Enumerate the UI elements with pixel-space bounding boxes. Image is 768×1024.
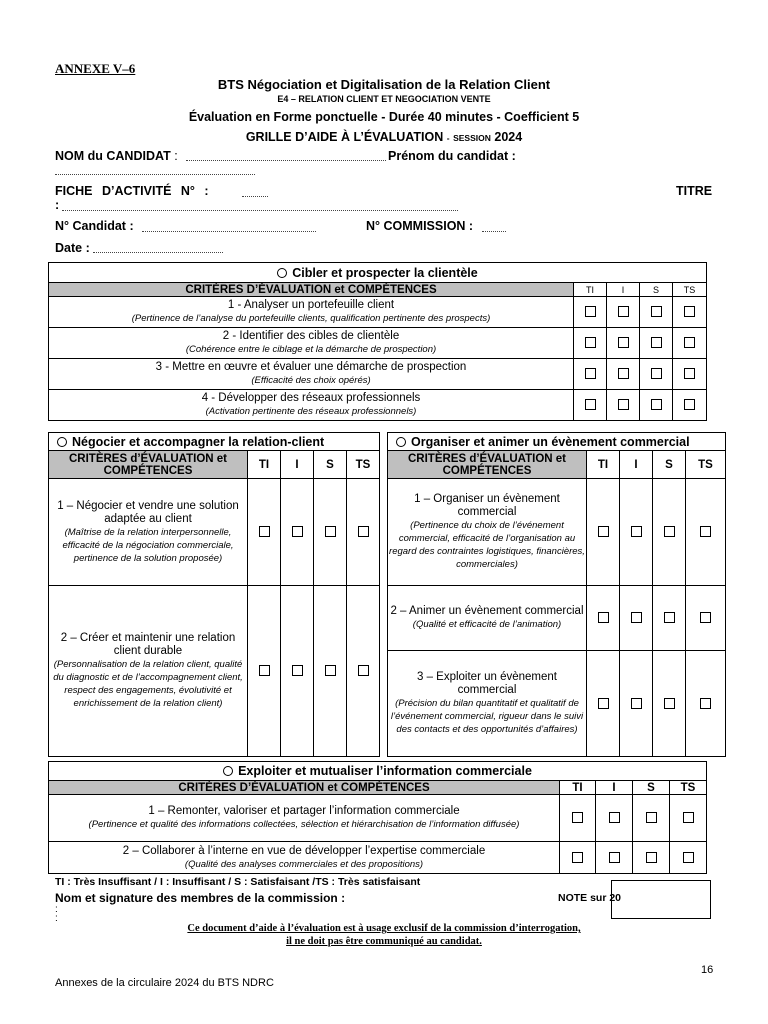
- page-number: 16: [701, 964, 714, 976]
- annex-label: ANNEXE V–6: [55, 61, 136, 76]
- criterion-row: 1 – Négocier et vendre une solution adaptée au client (Maîtrise de la relation interpersonnelle, efficacité de la négociation commerciale, pertinence de la solution proposée): [49, 479, 248, 586]
- checkbox-ts[interactable]: [684, 306, 695, 317]
- checkbox-i[interactable]: [618, 337, 629, 348]
- grade-ti-header: TI: [574, 283, 607, 297]
- checkbox-ts[interactable]: [683, 812, 694, 823]
- grade-ti-header: TI: [587, 451, 620, 479]
- section-cibler-table: [48, 262, 707, 421]
- grid-title: GRILLE D’AIDE À L’ÉVALUATION - SESSION 2024: [245, 130, 523, 144]
- section-exploiter-title: Exploiter et mutualiser l’information commerciale: [49, 762, 707, 781]
- document-subtitle: E4 – RELATION CLIENT ET NEGOCIATION VENTE: [277, 94, 491, 104]
- grade-ts-header: TS: [686, 451, 726, 479]
- checkbox-ti[interactable]: [598, 612, 609, 623]
- checkbox-i[interactable]: [618, 306, 629, 317]
- checkbox-ts[interactable]: [700, 526, 711, 537]
- section-organiser-title: Organiser et animer un évènement commercial: [388, 433, 726, 451]
- grade-ti-header: TI: [248, 451, 281, 479]
- evaluation-line: Évaluation en Forme ponctuelle - Durée 40 minutes - Coefficient 5: [188, 110, 580, 124]
- criterion-row: 2 – Collaborer à l’interne en vue de développer l’expertise commerciale (Qualité des analyses commerciales et des propositions): [49, 842, 560, 874]
- checkbox-ts[interactable]: [358, 526, 369, 537]
- grade-ts-header: TS: [347, 451, 380, 479]
- checkbox-ts[interactable]: [700, 612, 711, 623]
- checkbox-s[interactable]: [664, 698, 675, 709]
- checkbox-i[interactable]: [618, 368, 629, 379]
- nom-candidat-label: NOM du CANDIDAT :: [55, 149, 178, 163]
- section-negocier-title: Négocier et accompagner la relation-client: [49, 433, 380, 451]
- criterion-row: 2 – Créer et maintenir une relation client durable (Personnalisation de la relation client, qualité du diagnostic et de l’accompagnement client, respect des engagements, évolutivité et enrichissement de la relation client): [49, 586, 248, 757]
- checkbox-i[interactable]: [618, 399, 629, 410]
- checkbox-s[interactable]: [325, 526, 336, 537]
- grade-legend: TI : Très Insuffisant / I : Insuffisant / S : Satisfaisant /TS : Très satisfaisant: [55, 876, 421, 888]
- checkbox-s[interactable]: [651, 399, 662, 410]
- checkbox-ts[interactable]: [684, 399, 695, 410]
- document-title: BTS Négociation et Digitalisation de la Relation Client: [217, 77, 551, 92]
- criteria-header: CRITÈRES d’ÉVALUATION et COMPÉTENCES: [388, 451, 587, 479]
- checkbox-ti[interactable]: [585, 306, 596, 317]
- checkbox-ti[interactable]: [572, 812, 583, 823]
- checkbox-i[interactable]: [292, 665, 303, 676]
- section-negocier-organiser-table: [48, 432, 726, 757]
- fiche-activite-label: FICHE D’ACTIVITÉ N° :: [55, 184, 209, 198]
- checkbox-s[interactable]: [651, 306, 662, 317]
- checkbox-ti[interactable]: [585, 368, 596, 379]
- checkbox-ts[interactable]: [684, 368, 695, 379]
- circle-icon: [57, 437, 67, 447]
- checkbox-s[interactable]: [325, 665, 336, 676]
- checkbox-ti[interactable]: [585, 399, 596, 410]
- grade-i-header: I: [607, 283, 640, 297]
- circle-icon: [223, 766, 233, 776]
- numero-commission-label: N° COMMISSION :: [366, 219, 474, 233]
- checkbox-i[interactable]: [631, 526, 642, 537]
- criteria-header: CRITÈRES D’ÉVALUATION et COMPÉTENCES: [49, 283, 574, 297]
- fiche-activite-field[interactable]: [242, 196, 268, 197]
- criterion-row: 1 – Organiser un évènement commercial (Pertinence du choix de l’événement commercial, efficacité de l’organisation au regard des contraintes logistiques, financières, commerciales): [388, 479, 587, 586]
- checkbox-i[interactable]: [292, 526, 303, 537]
- session-label: SESSION: [453, 133, 491, 143]
- notice-line-1: Ce document d’aide à l’évaluation est à usage exclusif de la commission d’interrogation,: [187, 923, 581, 934]
- criteria-header: CRITÈRES D’ÉVALUATION et COMPÉTENCES: [49, 781, 560, 795]
- numero-candidat-label: N° Candidat :: [55, 219, 134, 233]
- criterion-row: 3 - Mettre en œuvre et évaluer une démarche de prospection (Efficacité des choix opérés): [49, 359, 574, 390]
- session-year: 2024: [494, 130, 523, 144]
- criterion-row: 3 – Exploiter un évènement commercial (Précision du bilan quantitatif et qualitatif de l’événement commercial, rigueur dans le suivi des contacts et des opportunités d’affaires): [388, 651, 587, 757]
- grade-i-header: I: [620, 451, 653, 479]
- checkbox-ti[interactable]: [598, 526, 609, 537]
- criterion-row: 1 - Analyser un portefeuille client (Pertinence de l’analyse du portefeuille clients, qualification pertinente des prospects): [49, 297, 574, 328]
- checkbox-s[interactable]: [646, 812, 657, 823]
- checkbox-s[interactable]: [651, 337, 662, 348]
- checkbox-ts[interactable]: [683, 852, 694, 863]
- date-label: Date :: [55, 241, 90, 255]
- criterion-row: 2 - Identifier des cibles de clientèle (Cohérence entre le ciblage et la démarche de prospection): [49, 328, 574, 359]
- checkbox-ti[interactable]: [259, 665, 270, 676]
- grid-title-text: GRILLE D’AIDE À L’ÉVALUATION: [245, 130, 444, 144]
- checkbox-ti[interactable]: [598, 698, 609, 709]
- source-note: Annexes de la circulaire 2024 du BTS NDRC: [55, 977, 274, 989]
- section-cibler-title: Cibler et prospecter la clientèle: [49, 263, 707, 283]
- grade-ts-header: TS: [673, 283, 707, 297]
- criterion-row: 4 - Développer des réseaux professionnels (Activation pertinente des réseaux professionnels): [49, 390, 574, 421]
- numero-commission-field[interactable]: [482, 231, 506, 232]
- note-box[interactable]: [611, 880, 711, 919]
- checkbox-ti[interactable]: [259, 526, 270, 537]
- checkbox-ti[interactable]: [572, 852, 583, 863]
- checkbox-ti[interactable]: [585, 337, 596, 348]
- numero-candidat-field[interactable]: [142, 231, 316, 232]
- nom-candidat-field[interactable]: [186, 160, 386, 161]
- checkbox-i[interactable]: [609, 852, 620, 863]
- grade-s-header: S: [314, 451, 347, 479]
- grade-i-header: I: [281, 451, 314, 479]
- grade-ts-header: TS: [670, 781, 707, 795]
- criteria-header: CRITÈRES d’ÉVALUATION et COMPÉTENCES: [49, 451, 248, 479]
- checkbox-s[interactable]: [664, 612, 675, 623]
- grade-ti-header: TI: [560, 781, 596, 795]
- checkbox-ts[interactable]: [358, 665, 369, 676]
- note-label: NOTE sur 20: [558, 892, 622, 904]
- titre-label: TITRE: [676, 184, 713, 198]
- grade-s-header: S: [633, 781, 670, 795]
- criterion-row: 2 – Animer un évènement commercial (Qualité et efficacité de l’animation): [388, 586, 587, 651]
- titre-field[interactable]: [62, 210, 458, 211]
- checkbox-i[interactable]: [631, 698, 642, 709]
- date-field[interactable]: [93, 252, 223, 253]
- checkbox-ts[interactable]: [684, 337, 695, 348]
- grade-s-header: S: [640, 283, 673, 297]
- grade-s-header: S: [653, 451, 686, 479]
- checkbox-s[interactable]: [651, 368, 662, 379]
- checkbox-ts[interactable]: [700, 698, 711, 709]
- circle-icon: [277, 268, 287, 278]
- criterion-row: 1 – Remonter, valoriser et partager l’information commerciale (Pertinence et qualité des informations collectées, sélection et hiérarchisation de l’information diffusée): [49, 795, 560, 842]
- checkbox-s[interactable]: [664, 526, 675, 537]
- titre-colon: :: [55, 198, 60, 212]
- notice-line-2: il ne doit pas être communiqué au candidat.: [286, 936, 482, 947]
- section-exploiter-table: [48, 761, 707, 874]
- signature-lines: : :: [55, 904, 58, 924]
- checkbox-i[interactable]: [631, 612, 642, 623]
- checkbox-s[interactable]: [646, 852, 657, 863]
- checkbox-i[interactable]: [609, 812, 620, 823]
- prenom-candidat-label: Prénom du candidat :: [388, 149, 516, 163]
- circle-icon: [396, 437, 406, 447]
- signature-label: Nom et signature des membres de la commission :: [55, 891, 346, 905]
- grade-i-header: I: [596, 781, 633, 795]
- prenom-candidat-field[interactable]: [55, 174, 255, 175]
